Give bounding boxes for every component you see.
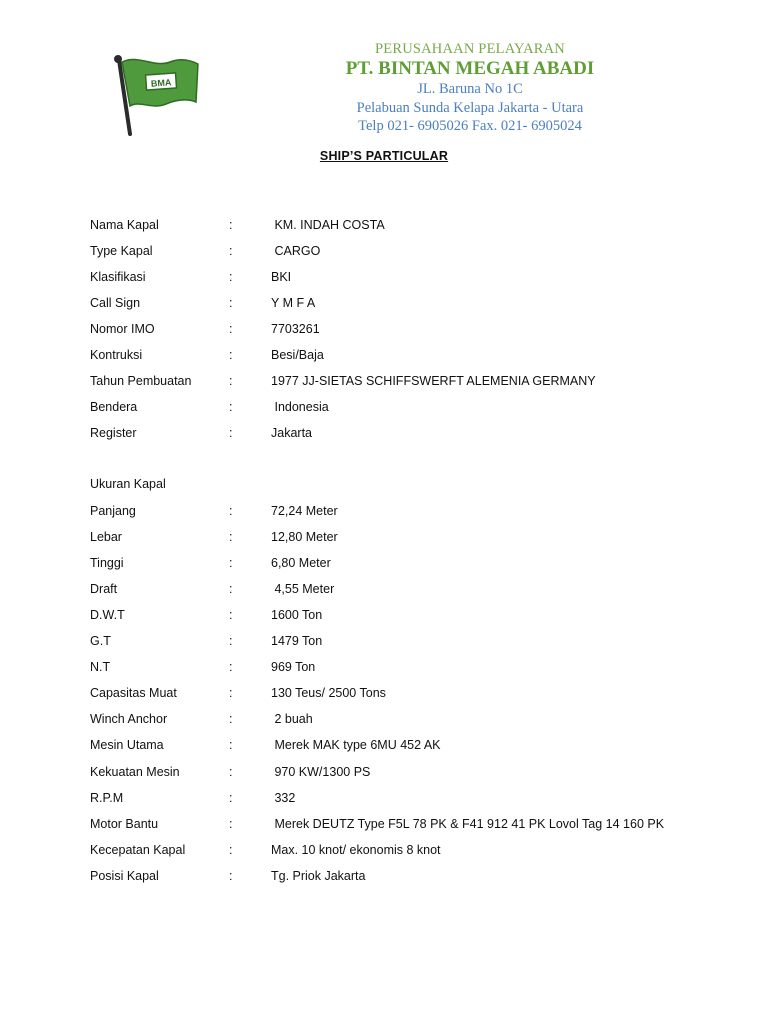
row-colon: : [229,791,233,805]
row-label: Klasifikasi [90,270,146,284]
row-label: Register [90,426,137,440]
row-value: 1479 Ton [271,634,323,648]
row-label: Draft [90,582,118,596]
letterhead-subtitle: PERUSAHAAN PELAYARAN [375,41,565,57]
row-colon: : [229,686,233,700]
row-label: Bendera [90,400,138,414]
row-value: 1600 Ton [271,608,323,622]
row-colon: : [229,660,233,674]
row-value: 7703261 [271,322,320,336]
letterhead [300,40,640,136]
row-value: 970 KW/1300 PS [271,765,371,779]
row-label: Winch Anchor [90,712,168,726]
row-colon: : [229,322,233,336]
row-label: Kontruksi [90,348,143,362]
row-label: Lebar [90,530,122,544]
address-line-2: Pelabuan Sunda Kelapa Jakarta - Utara [356,99,584,116]
phone-fax-line: Telp 021- 6905026 Fax. 021- 6905024 [358,118,582,134]
row-colon: : [229,817,233,831]
row-value: Y M F A [271,296,316,310]
row-colon: : [229,634,233,648]
row-value: 2 buah [271,712,313,726]
row-value: Indonesia [271,400,329,414]
row-label: Kecepatan Kapal [90,843,186,857]
row-colon: : [229,244,233,258]
row-colon: : [229,608,233,622]
row-label: R.P.M [90,791,124,805]
row-label: Mesin Utama [90,738,164,752]
row-label: Nomor IMO [90,322,155,336]
row-value: 6,80 Meter [271,556,331,570]
row-label: N.T [90,660,111,674]
row-value: 969 Ton [271,660,316,674]
row-label: Capasitas Muat [90,686,177,700]
flag-icon [110,52,206,142]
company-name: PT. BINTAN MEGAH ABADI [345,58,595,79]
row-label: G.T [90,634,111,648]
address-line-1: JL. Baruna No 1C [417,81,523,97]
section-heading-ship-size: Ukuran Kapal [90,477,166,491]
row-colon: : [229,869,233,883]
row-colon: : [229,296,233,310]
row-value: Max. 10 knot/ ekonomis 8 knot [271,843,441,857]
row-value: Jakarta [271,426,312,440]
row-colon: : [229,530,233,544]
company-logo [110,52,206,142]
row-colon: : [229,765,233,779]
row-label: Nama Kapal [90,218,159,232]
row-colon: : [229,582,233,596]
row-colon: : [229,712,233,726]
row-label: Kekuatan Mesin [90,765,180,779]
row-label: Panjang [90,504,136,518]
row-value: 4,55 Meter [271,582,335,596]
row-value: CARGO [271,244,321,258]
row-label: Type Kapal [90,244,153,258]
row-colon: : [229,843,233,857]
row-colon: : [229,426,233,440]
row-value: 12,80 Meter [271,530,338,544]
row-label: Tahun Pembuatan [90,374,192,388]
row-label: D.W.T [90,608,125,622]
row-value: 72,24 Meter [271,504,338,518]
row-value: 1977 JJ-SIETAS SCHIFFSWERFT ALEMENIA GERMANY [271,374,596,388]
row-value: 332 [271,791,296,805]
row-colon: : [229,738,233,752]
row-colon: : [229,400,233,414]
row-colon: : [229,504,233,518]
row-value: 130 Teus/ 2500 Tons [271,686,386,700]
row-value: KM. INDAH COSTA [271,218,385,232]
document-title: SHIP’S PARTICULAR [319,149,449,163]
row-colon: : [229,556,233,570]
row-value: Merek DEUTZ Type F5L 78 PK & F41 912 41 PK Lovol Tag 14 160 PK [271,817,665,831]
row-colon: : [229,348,233,362]
row-value: Merek MAK type 6MU 452 AK [271,738,441,752]
row-label: Motor Bantu [90,817,159,831]
row-colon: : [229,374,233,388]
row-value: Besi/Baja [271,348,324,362]
row-label: Posisi Kapal [90,869,159,883]
row-label: Call Sign [90,296,141,310]
row-label: Tinggi [90,556,124,570]
row-colon: : [229,218,233,232]
row-value: BKI [271,270,292,284]
row-colon: : [229,270,233,284]
row-value: Tg. Priok Jakarta [271,869,366,883]
logo-text: BMA [150,77,172,89]
